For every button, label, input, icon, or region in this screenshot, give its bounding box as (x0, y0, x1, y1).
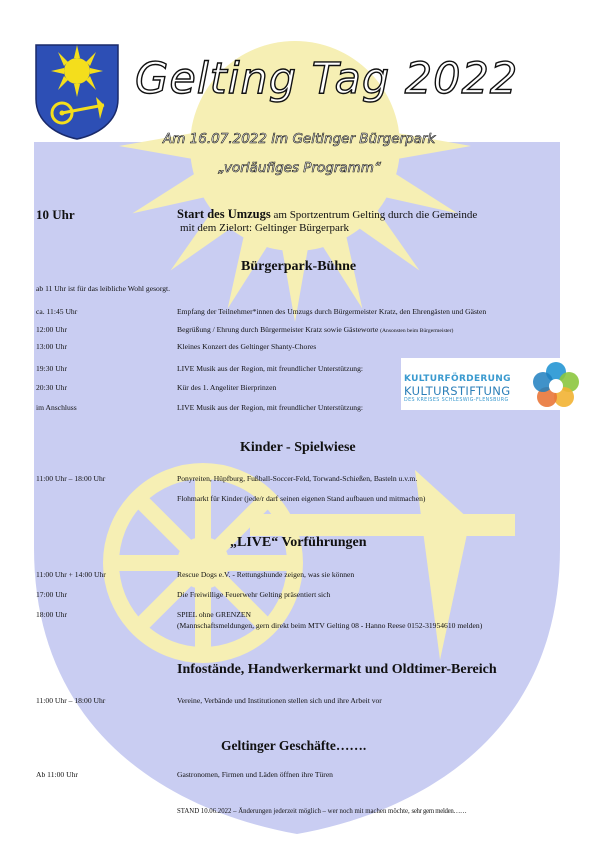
coat-of-arms-logo (34, 43, 120, 141)
buehne-time: 20:30 Uhr (36, 383, 68, 392)
sponsor-flower-icon (531, 360, 581, 408)
footer-status (177, 808, 466, 815)
buehne-time: 19:30 Uhr (36, 364, 68, 373)
geschaefte-time: Ab 11:00 Uhr (36, 770, 78, 779)
info-text: Vereine, Verbände und Institutionen stellen sich und ihre Arbeit vor (177, 696, 382, 705)
sponsor-line3: DES KREISES SCHLESWIG-FLENSBURG (404, 398, 509, 403)
footer-tail: sehr gern melden…… (411, 808, 467, 815)
sponsor-line1: KULTURFÖRDERUNG (404, 374, 511, 384)
section-heading-info: Infostände, Handwerkermarkt und Oldtimer-Bereich (177, 662, 497, 677)
live-text: SPIEL ohne GRENZEN (177, 610, 251, 619)
buehne-text: Kür des 1. Angeliter Bierprinzen (177, 383, 277, 392)
start-time: 10 Uhr (36, 207, 75, 222)
buehne-time: ca. 11:45 Uhr (36, 307, 78, 316)
sponsor-logo (401, 358, 584, 410)
buehne-text (177, 325, 453, 334)
geschaefte-text: Gastronomen, Firmen und Läden öffnen ihre Türen (177, 770, 333, 779)
start-rest: am Sportzentrum Gelting durch die Gemeinde (273, 209, 478, 221)
section-heading-live: „LIVE“ Vorführungen (230, 535, 367, 550)
section-heading-geschaefte: Geltinger Geschäfte……. (221, 738, 367, 753)
buehne-intro: ab 11 Uhr ist für das leibliche Wohl gesorgt. (36, 284, 171, 293)
buehne-time: 12:00 Uhr (36, 325, 68, 334)
buehne-time: 13:00 Uhr (36, 342, 68, 351)
buehne-text: LIVE Musik aus der Region, mit freundlicher Unterstützung: (177, 403, 364, 412)
live-text-detail: (Mannschaftsmeldungen, gern direkt beim MTV Gelting 08 - Hanno Reese 0152-31954610 melden) (177, 621, 483, 630)
live-time: 11:00 Uhr + 14:00 Uhr (36, 570, 106, 579)
subtitle-program: „vorläufiges Programm“ (218, 160, 381, 176)
buehne-text-note: (Ansonsten beim Bürgermeister) (380, 328, 454, 334)
start-label: Start des Umzugs (177, 207, 271, 221)
section-heading-kinder: Kinder - Spielwiese (240, 440, 356, 455)
info-time: 11:00 Uhr – 18:00 Uhr (36, 696, 106, 705)
buehne-text: LIVE Musik aus der Region, mit freundlicher Unterstützung: (177, 364, 364, 373)
buehne-text: Empfang der Teilnehmer*innen des Umzugs durch Bürgermeister Kratz, den Ehrengästen und Gästen (177, 307, 487, 316)
start-line (177, 207, 477, 222)
live-text: Rescue Dogs e.V. - Rettungshunde zeigen, was sie können (177, 570, 355, 579)
kinder-time: 11:00 Uhr – 18:00 Uhr (36, 474, 106, 483)
page-title: Gelting Tag 2022 (135, 54, 519, 104)
sponsor-line2: KULTURSTIFTUNG (404, 384, 511, 398)
kinder-flohmarkt: Flohmarkt für Kinder (jede/r darf seinen eigenen Stand aufbauen und mitmachen) (177, 494, 426, 503)
buehne-time: im Anschluss (36, 403, 77, 412)
subtitle-date: Am 16.07.2022 im Geltinger Bürgerpark (163, 131, 436, 147)
section-heading-buehne: Bürgerpark-Bühne (241, 259, 357, 274)
start-destination: mit dem Zielort: Geltinger Bürgerpark (180, 222, 350, 234)
live-time: 17:00 Uhr (36, 590, 68, 599)
buehne-text: Kleines Konzert des Geltinger Shanty-Chores (177, 342, 317, 351)
buehne-text-main: Begrüßung / Ehrung durch Bürgermeister Kratz sowie Gästeworte (177, 325, 379, 334)
live-time: 18:00 Uhr (36, 610, 68, 619)
kinder-activities: Ponyreiten, Hüpfburg, Fußball-Soccer-Feld, Torwand-Schießen, Basteln u.v.m. (177, 474, 418, 483)
footer-text: STAND 10.06.2022 – Änderungen jederzeit möglich – wer noch mit machen möchte, (177, 808, 410, 815)
live-text: Die Freiwillige Feuerwehr Gelting präsentiert sich (177, 590, 331, 599)
